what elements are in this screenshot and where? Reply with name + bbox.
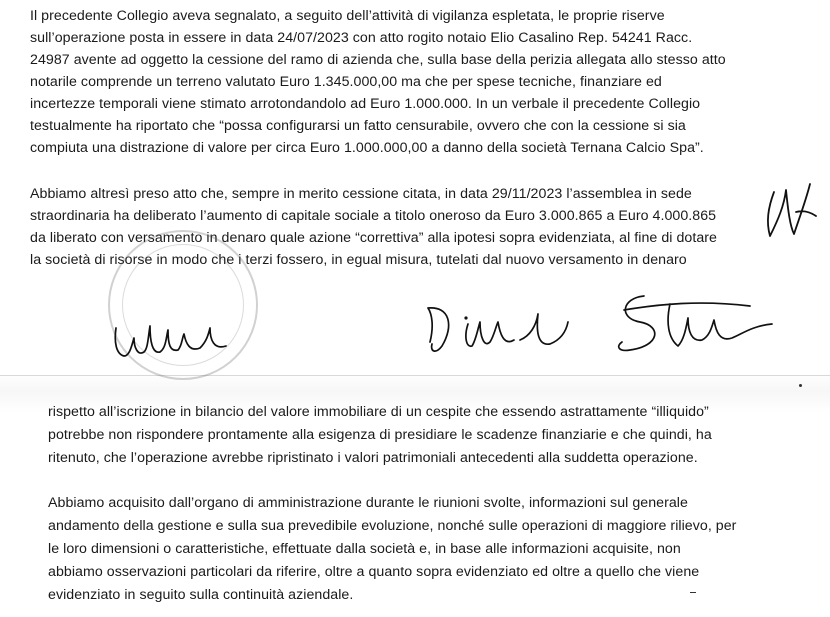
text-line: testualmente ha riportato che “possa configurarsi un fatto censurabile, ovvero che con la cessione si sia	[30, 118, 686, 134]
text-line: Il precedente Collegio aveva segnalato, a seguito dell’attività di vigilanza espletata, le proprie riserve	[30, 8, 665, 24]
margin-initials-signature	[760, 170, 820, 250]
signature-left	[110, 308, 240, 368]
text-line: straordinaria ha deliberato l’aumento di capitale sociale a titolo oneroso da Euro 3.000.865 a Euro 4.000.865	[30, 208, 717, 224]
text-line: compiuta una distrazione di valore per circa Euro 1.000.000,00 a danno della società Ternana Calcio Spa”.	[30, 140, 704, 156]
text-line: ritenuto, che l’operazione avrebbe ripristinato i valori patrimoniali antecedenti alla suddetta operazione.	[48, 450, 698, 466]
text-line: abbiamo osservazioni particolari da riferire, oltre a quanto sopra evidenziato ed oltre a quello che viene	[48, 564, 700, 580]
text-line: potrebbe non rispondere prontamente alla esigenza di presidiare le scadenze finanziarie e che quindi, ha	[48, 427, 712, 443]
text-line: la società di risorse in modo che i terzi fossero, in egual misura, tutelati dal nuovo versamento in denaro	[30, 252, 687, 268]
text-line: da liberato con versamento in denaro quale azione “correttiva” alla ipotesi sopra evidenziata, al fine di dotare	[30, 230, 718, 246]
page-seam-line	[0, 375, 830, 376]
text-line: rispetto all’iscrizione in bilancio del valore immobiliare di un cespite che essendo astrattamente “illiquido”	[48, 404, 709, 420]
signature-middle	[420, 296, 580, 366]
scan-speck	[799, 384, 802, 387]
text-line: Abbiamo altresì preso atto che, sempre in merito cessione citata, in data 29/11/2023 l’assemblea in sede	[30, 186, 692, 202]
text-line: 24987 avente ad oggetto la cessione del ramo di azienda che, sulla base della perizia allegata allo stesso atto	[30, 52, 726, 68]
text-line: evidenziato in seguito sulla continuità aziendale.	[48, 587, 354, 603]
signature-right	[600, 288, 790, 368]
text-line: Abbiamo acquisito dall’organo di amministrazione durante le riunioni svolte, informazioni sul generale	[48, 495, 688, 511]
text-line: sull’operazione posta in essere in data 24/07/2023 con atto rogito notaio Elio Casalino Rep. 54241 Racc.	[30, 30, 693, 46]
text-line: incertezze temporali viene stimato arrotondandolo ad Euro 1.000.000. In un verbale il precedente Collegio	[30, 96, 701, 112]
scan-speck	[690, 592, 696, 593]
text-line: notarile comprende un terreno valutato Euro 1.345.000,00 ma che per spese tecniche, finanziare ed	[30, 74, 662, 90]
text-line: andamento della gestione e sulla sua prevedibile evoluzione, nonché sulle operazioni di maggiore rilievo, per	[48, 518, 737, 534]
text-line: le loro dimensioni o caratteristiche, effettuate dalla società e, in base alle informazioni acquisite, non	[48, 541, 681, 557]
